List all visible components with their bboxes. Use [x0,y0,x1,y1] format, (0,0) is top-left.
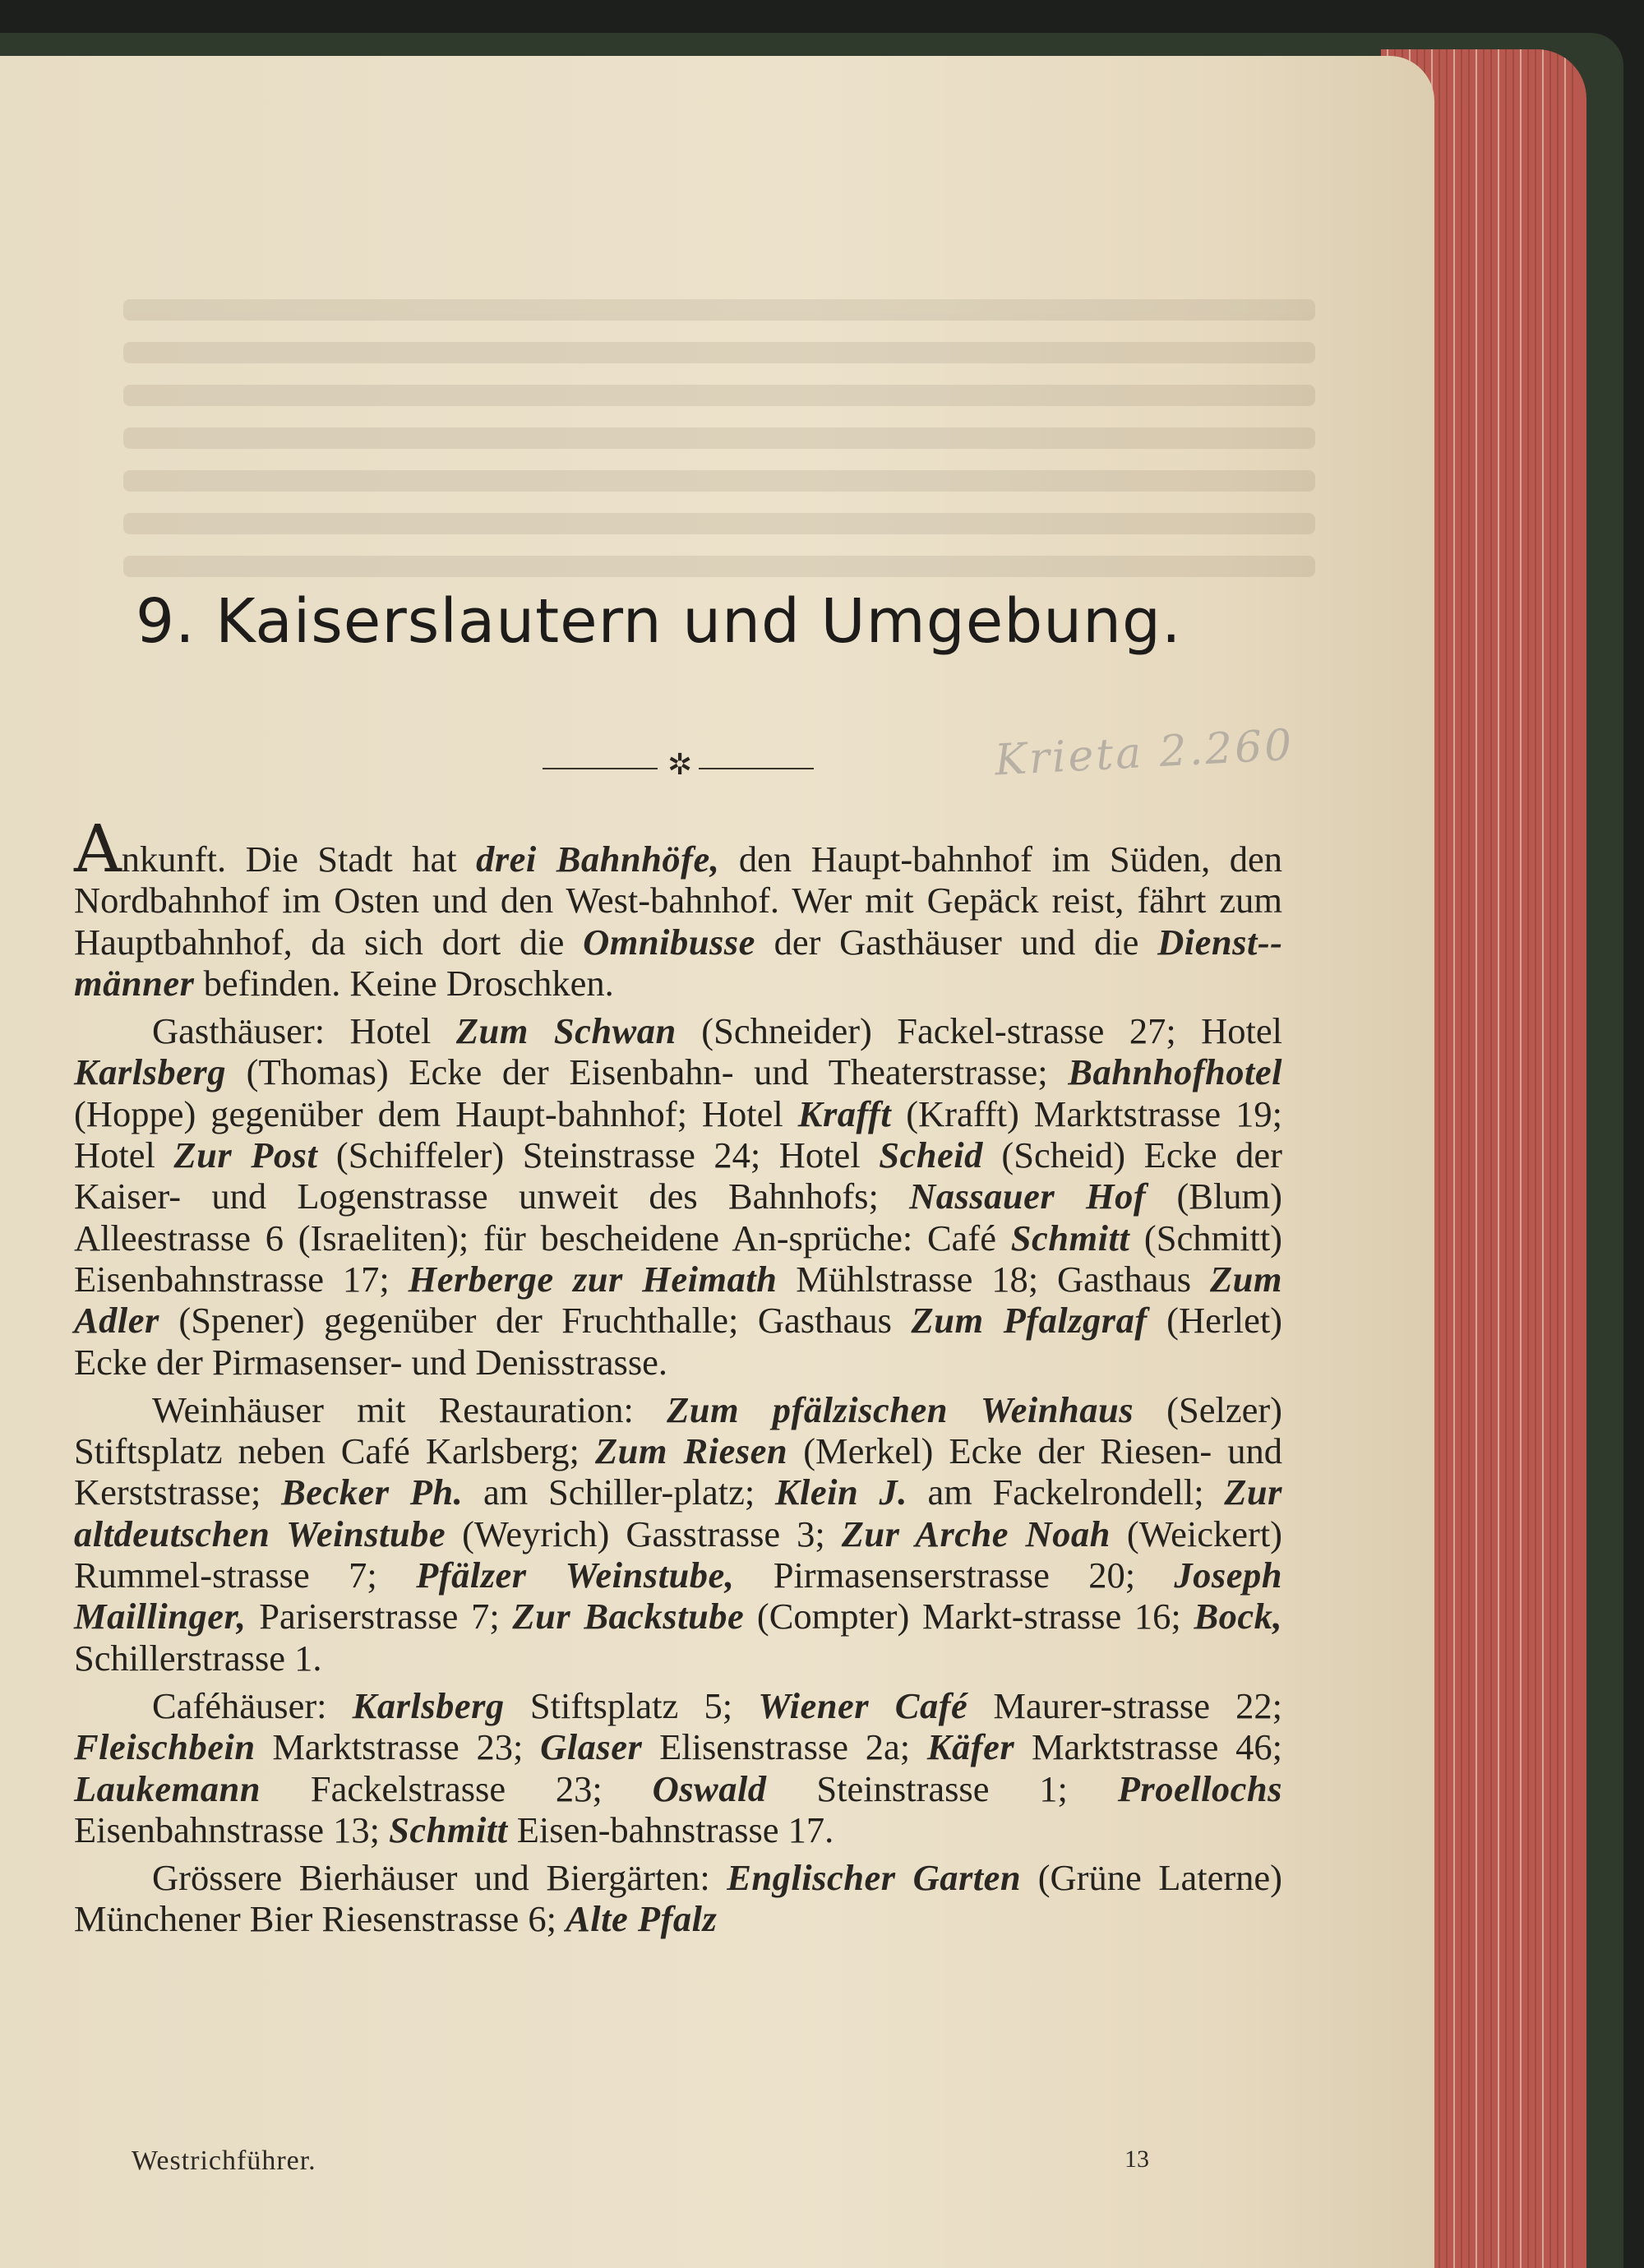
italic-run: Schmitt [1010,1217,1130,1259]
italic-run: Herberge zur Heimath [408,1258,778,1300]
italic-run: Fleischbein [74,1726,256,1768]
italic-run: Omnibusse [583,921,755,963]
chapter-title: 9. Kaiserslautern und Umgebung. [136,586,1182,657]
italic-run: Alte Pfalz [566,1898,718,1940]
text-run: Mühlstrasse 18; Gasthaus [777,1258,1210,1300]
text-run: den Haupt-bahnhof im Süden, den Nordbahnhof im Osten und den West-bahnhof. Wer mit Gepäck reist, fährt zum Hauptbahnhof, da sich dort die [74,838,1282,963]
sheet-number: 13 [1124,2146,1149,2173]
italic-run: Zur Backstube [512,1596,745,1637]
italic-run: Oswald [652,1767,767,1809]
text-run: (Schmitt) Eisenbahnstrasse 17; [74,1217,1283,1300]
italic-run: Zum Schwan [455,1010,677,1052]
italic-run: Bahnhofhotel [1068,1051,1282,1093]
italic-run: Pfälzer Weinstube, [416,1554,735,1596]
italic-run: Bock, [1194,1596,1282,1637]
text-run: (Spener) gegenüber der Fruchthalle; Gasthaus [159,1300,912,1342]
italic-run: Becker Ph. [281,1471,464,1513]
paragraph-wine-houses [74,1389,1282,1679]
text-run: Fackelstrasse 23; [261,1767,653,1809]
italic-run: drei Bahnhöfe, [476,838,720,880]
text-run: Caféhäuser: [152,1684,353,1726]
italic-run: Zur Post [173,1134,318,1176]
paragraph-cafes [74,1685,1282,1850]
italic-run: Karlsberg [74,1051,226,1093]
text-run: Pariserstrasse 7; [246,1596,513,1637]
text-run: (Herlet) Ecke der Pirmasenser- und Denisstrasse. [74,1300,1282,1383]
text-run: der Gasthäuser und die [755,921,1158,963]
italic-run: Scheid [879,1134,983,1176]
paragraph-arrival [74,811,1282,1004]
italic-run: Nassauer Hof [909,1176,1147,1217]
pencil-annotation: Krieta 2.260 [993,720,1295,786]
italic-run: Laukemann [74,1767,261,1809]
text-run: Steinstrasse 1; [766,1767,1118,1809]
text-run: Schillerstrasse 1. [74,1637,322,1679]
book-page [0,56,1434,2268]
paragraph-beer-gardens [74,1857,1282,1940]
text-run: (Schiffeler) Steinstrasse 24; Hotel [317,1134,880,1176]
ornament-star-icon: ✲ [667,748,693,782]
text-run: (Schneider) Fackel-strasse 27; Hotel [676,1010,1283,1052]
italic-run: Zum pfälzischen Weinhaus [667,1388,1134,1430]
italic-run: Dienst-männer [74,921,1282,1004]
italic-run: Proellochs [1117,1767,1282,1809]
text-run: Marktstrasse 46; [1014,1726,1282,1768]
italic-run: Karlsberg [352,1684,505,1726]
text-run: (Blum) Alleestrasse 6 (Israeliten); für bescheidene An-sprüche: Café [74,1176,1282,1259]
text-run: Grössere Bierhäuser und Biergärten: [152,1857,727,1899]
text-run: Marktstrasse 23; [255,1726,541,1768]
text-run: befinden. Keine Droschken. [194,962,614,1004]
italic-run: Schmitt [389,1808,508,1850]
text-run: Elisenstrasse 2a; [642,1726,927,1768]
title-ornament [543,748,814,783]
ornament-rule-left [543,768,658,769]
drop-cap: A [74,811,122,887]
text-run: (Weickert) Rummel-strasse 7; [74,1513,1282,1596]
text-run: Stiftsplatz 5; [504,1684,759,1726]
ornament-rule-right [699,768,814,769]
text-run: am Fackelrondell; [907,1471,1225,1513]
text-run: (Scheid) Ecke der Kaiser- und Logenstrasse unweit des Bahnhofs; [74,1134,1282,1217]
text-run: (Grüne Laterne) Münchener Bier Riesenstrasse 6; [74,1857,1282,1940]
text-run: Pirmasenserstrasse 20; [734,1554,1175,1596]
text-run: (Weyrich) Gasstrasse 3; [446,1513,842,1554]
italic-run: Zum Riesen [594,1430,788,1472]
body-text [74,811,1283,1947]
italic-run: Glaser [540,1726,643,1768]
text-run: Eisenbahnstrasse 13; [74,1808,390,1850]
italic-run: Wiener Café [758,1684,968,1726]
italic-run: Zum Pfalzgraf [911,1300,1148,1342]
italic-run: Zum Adler [74,1258,1282,1342]
italic-run: Klein J. [774,1471,907,1513]
text-run: Weinhäuser mit Restauration: [152,1388,667,1430]
text-run: (Compter) Markt-strasse 16; [744,1596,1194,1637]
text-run: Gasthäuser: Hotel [152,1010,456,1052]
italic-run: Joseph Maillinger, [74,1554,1282,1637]
italic-run: Englischer Garten [727,1857,1022,1899]
italic-run: Zur Arche Noah [841,1513,1111,1554]
italic-run: Käfer [926,1726,1015,1768]
text-run: (Hoppe) gegenüber dem Haupt-bahnhof; Hotel [74,1092,798,1134]
signature-mark: Westrichführer. [132,2146,316,2176]
text-run: (Thomas) Ecke der Eisenbahn- und Theaterstrasse; [226,1051,1069,1093]
text-run: (Merkel) Ecke der Riesen- und Kerststrasse; [74,1430,1282,1513]
text-run: (Krafft) Marktstrasse 19; Hotel [74,1092,1282,1176]
italic-run: Zur altdeutschen Weinstube [74,1471,1282,1554]
text-run: nkunft. Die Stadt hat [121,838,477,880]
paragraph-hotels [74,1010,1282,1383]
text-run: am Schiller-platz; [463,1471,775,1513]
italic-run: Krafft [797,1092,892,1134]
text-run: Maurer-strasse 22; [967,1684,1282,1726]
text-run: (Selzer) Stiftsplatz neben Café Karlsberg; [74,1388,1283,1472]
text-run: Eisen-bahnstrasse 17. [507,1808,834,1850]
